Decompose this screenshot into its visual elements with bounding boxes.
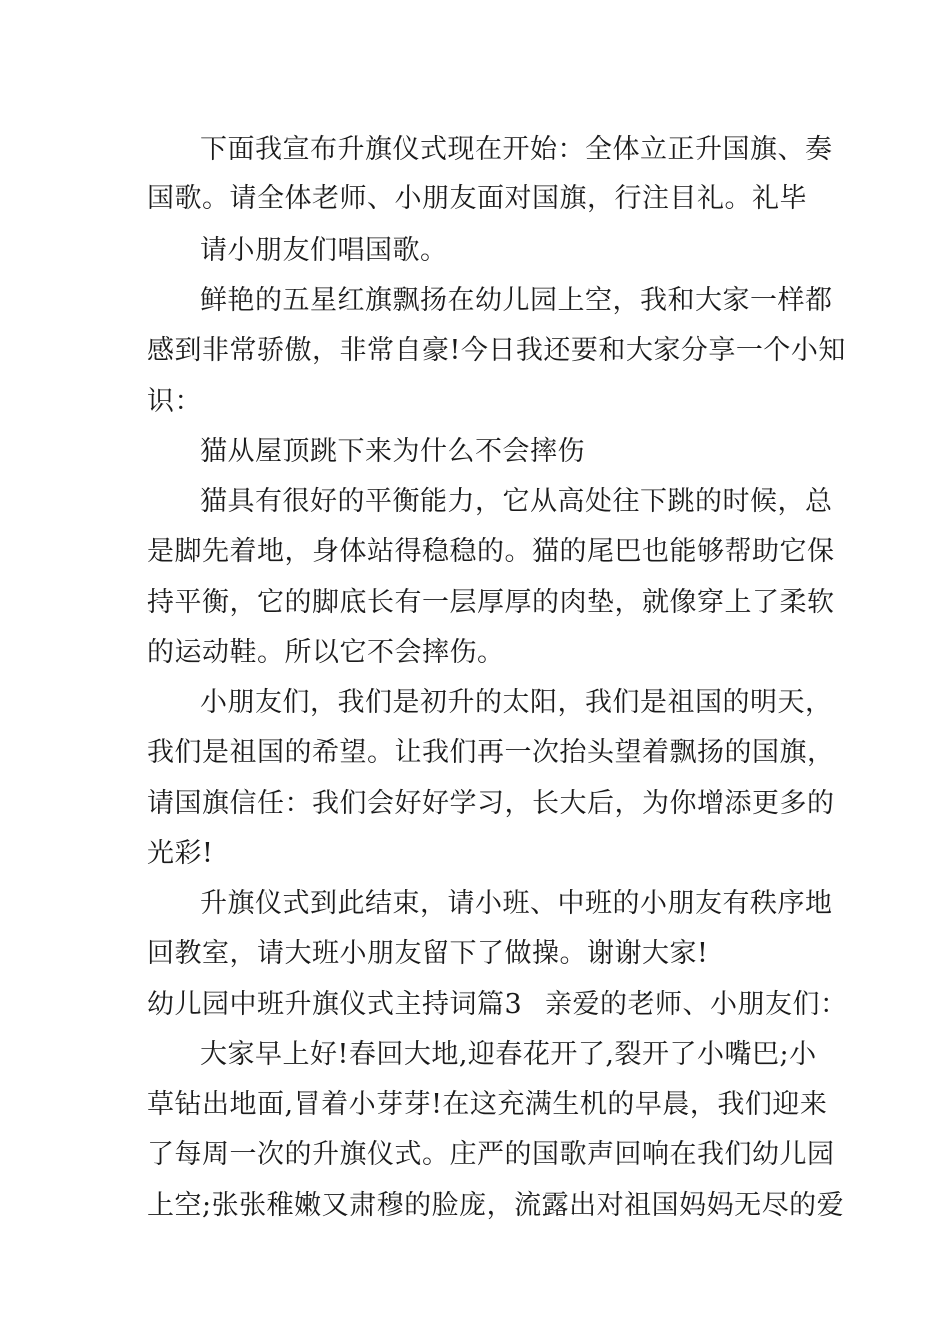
text-line: 光彩!	[147, 838, 214, 869]
text-line: 上空;张张稚嫩又肃穆的脸庞，流露出对祖国妈妈无尽的爱	[147, 1190, 845, 1221]
text-line: 持平衡，它的脚底长有一层厚厚的肉垫，就像穿上了柔软	[147, 587, 835, 618]
text-line: 是脚先着地，身体站得稳稳的。猫的尾巴也能够帮助它保	[147, 536, 835, 567]
text-line: 猫具有很好的平衡能力，它从高处往下跳的时候，总	[200, 486, 833, 517]
text-line: 感到非常骄傲，非常自豪!今日我还要和大家分享一个小知	[147, 335, 846, 366]
text-line: 识：	[147, 386, 202, 417]
text-line: 升旗仪式到此结束，请小班、中班的小朋友有秩序地	[200, 888, 833, 919]
text-line: 大家早上好!春回大地,迎春花开了,裂开了小嘴巴;小	[200, 1039, 817, 1070]
section-heading: 幼儿园中班升旗仪式主持词篇3	[147, 989, 523, 1020]
text-line: 我们是祖国的希望。让我们再一次抬头望着飘扬的国旗，	[147, 737, 835, 768]
salutation: 亲爱的老师、小朋友们：	[545, 989, 848, 1020]
text-line: 的运动鞋。所以它不会摔伤。	[147, 637, 505, 668]
text-line: 回教室，请大班小朋友留下了做操。谢谢大家!	[147, 938, 709, 969]
text-line: 小朋友们，我们是初升的太阳，我们是祖国的明天，	[200, 687, 833, 718]
text-line: 国歌。请全体老师、小朋友面对国旗，行注目礼。礼毕	[147, 183, 807, 214]
text-line: 请小朋友们唱国歌。	[200, 235, 448, 266]
text-line: 鲜艳的五星红旗飘扬在幼儿园上空，我和大家一样都	[200, 285, 833, 316]
text-line: 请国旗信任：我们会好好学习，长大后，为你增添更多的	[147, 788, 835, 819]
text-line: 猫从屋顶跳下来为什么不会摔伤	[200, 436, 585, 467]
text-line: 下面我宣布升旗仪式现在开始：全体立正升国旗、奏	[200, 134, 833, 165]
text-line: 了每周一次的升旗仪式。庄严的国歌声回响在我们幼儿园	[147, 1139, 835, 1170]
text-line: 草钻出地面,冒着小芽芽!在这充满生机的早晨，我们迎来	[147, 1089, 828, 1120]
